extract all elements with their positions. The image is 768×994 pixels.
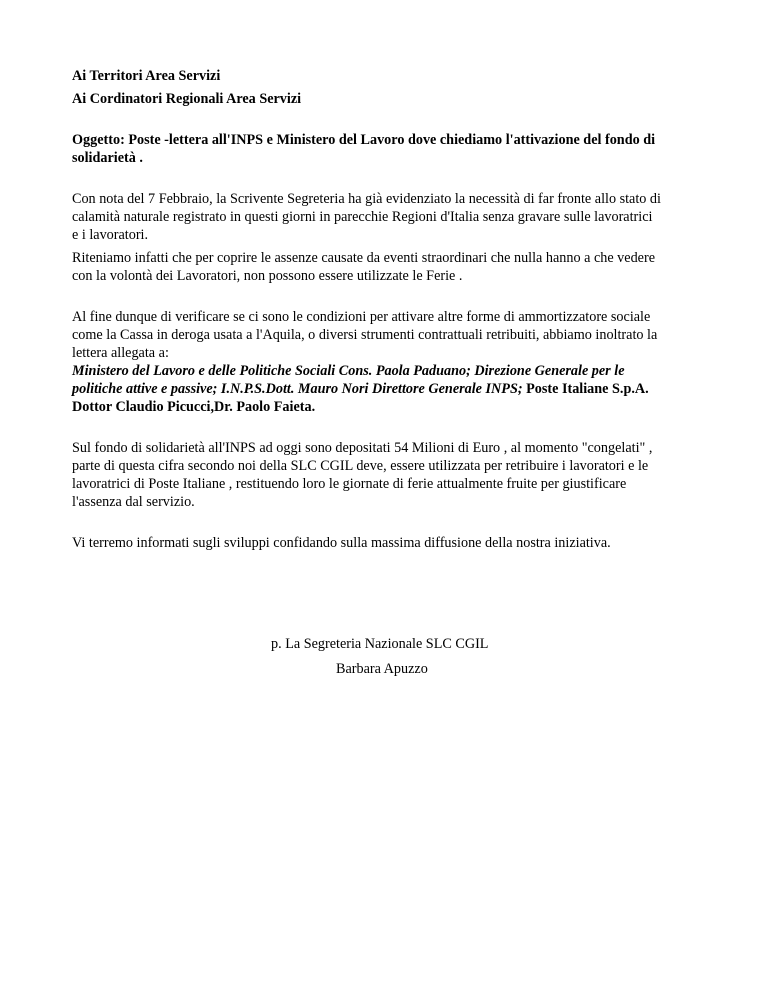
- paragraph-note: [72, 190, 702, 244]
- addressee-line-2-bold: Poste Italiane S.p.A.: [522, 381, 649, 397]
- paragraph-line: come la Cassa in deroga usata a l'Aquila, o diversi strumenti contrattuali retribuiti, abbiamo inoltrato la: [72, 327, 658, 343]
- paragraph-line: parte di questa cifra secondo noi della SLC CGIL deve, essere utilizzata per retribuire i lavoratori e le: [72, 458, 649, 474]
- recipient-territori: Ai Territori Area Servizi: [72, 68, 221, 84]
- signature-organization: p. La Segreteria Nazionale SLC CGIL: [271, 636, 489, 652]
- paragraph-line: Vi terremo informati sugli sviluppi confidando sulla massima diffusione della nostra iniziativa.: [72, 535, 611, 551]
- paragraph-line: e i lavoratori.: [72, 227, 149, 243]
- paragraph-line: l'assenza dal servizio.: [72, 494, 195, 510]
- paragraph-line: calamità naturale registrato in questi giorni in parecchie Regioni d'Italia senza gravare sulle lavoratrici: [72, 209, 653, 225]
- paragraph-line: lettera allegata a:: [72, 345, 169, 361]
- paragraph-line: con la volontà dei Lavoratori, non possono essere utilizzate le Ferie .: [72, 268, 463, 284]
- subject-line-2: solidarietà .: [72, 150, 143, 166]
- recipients-block: [72, 67, 702, 108]
- addressee-line-2-italic: politiche attive e passive; I.N.P.S.Dott. Mauro Nori Direttore Generale INPS;: [72, 381, 523, 397]
- paragraph-line: Con nota del 7 Febbraio, la Scrivente Segreteria ha già evidenziato la necessità di far fronte allo stato di: [72, 191, 661, 207]
- addressee-line-1: Ministero del Lavoro e delle Politiche Sociali Cons. Paola Paduano; Direzione Generale per le: [72, 363, 625, 379]
- addressee-line-3: Dottor Claudio Picucci,Dr. Paolo Faieta.: [72, 399, 316, 415]
- paragraph-ferie: [72, 249, 702, 285]
- addressees-block: [72, 362, 702, 416]
- paragraph-line: Sul fondo di solidarietà all'INPS ad oggi sono depositati 54 Milioni di Euro , al momento "congelati" ,: [72, 440, 653, 456]
- paragraph-ammortizzatore: [72, 308, 702, 362]
- letter-page: [72, 67, 702, 677]
- paragraph-line: Riteniamo infatti che per coprire le assenze causate da eventi straordinari che nulla hanno a che vedere: [72, 250, 655, 266]
- addressee-line-2: [72, 380, 702, 398]
- subject-block: [72, 131, 702, 167]
- signature-name: Barbara Apuzzo: [336, 661, 428, 677]
- subject-line-1: Oggetto: Poste -lettera all'INPS e Ministero del Lavoro dove chiediamo l'attivazione del fondo di: [72, 132, 656, 148]
- paragraph-fondo: [72, 439, 702, 511]
- paragraph-closing: [72, 534, 702, 552]
- paragraph-line: lavoratrici di Poste Italiane , restituendo loro le giornate di ferie attualmente fruite per giustificare: [72, 476, 627, 492]
- recipient-coordinatori: Ai Cordinatori Regionali Area Servizi: [72, 91, 302, 107]
- paragraph-line: Al fine dunque di verificare se ci sono le condizioni per attivare altre forme di ammortizzatore sociale: [72, 309, 651, 325]
